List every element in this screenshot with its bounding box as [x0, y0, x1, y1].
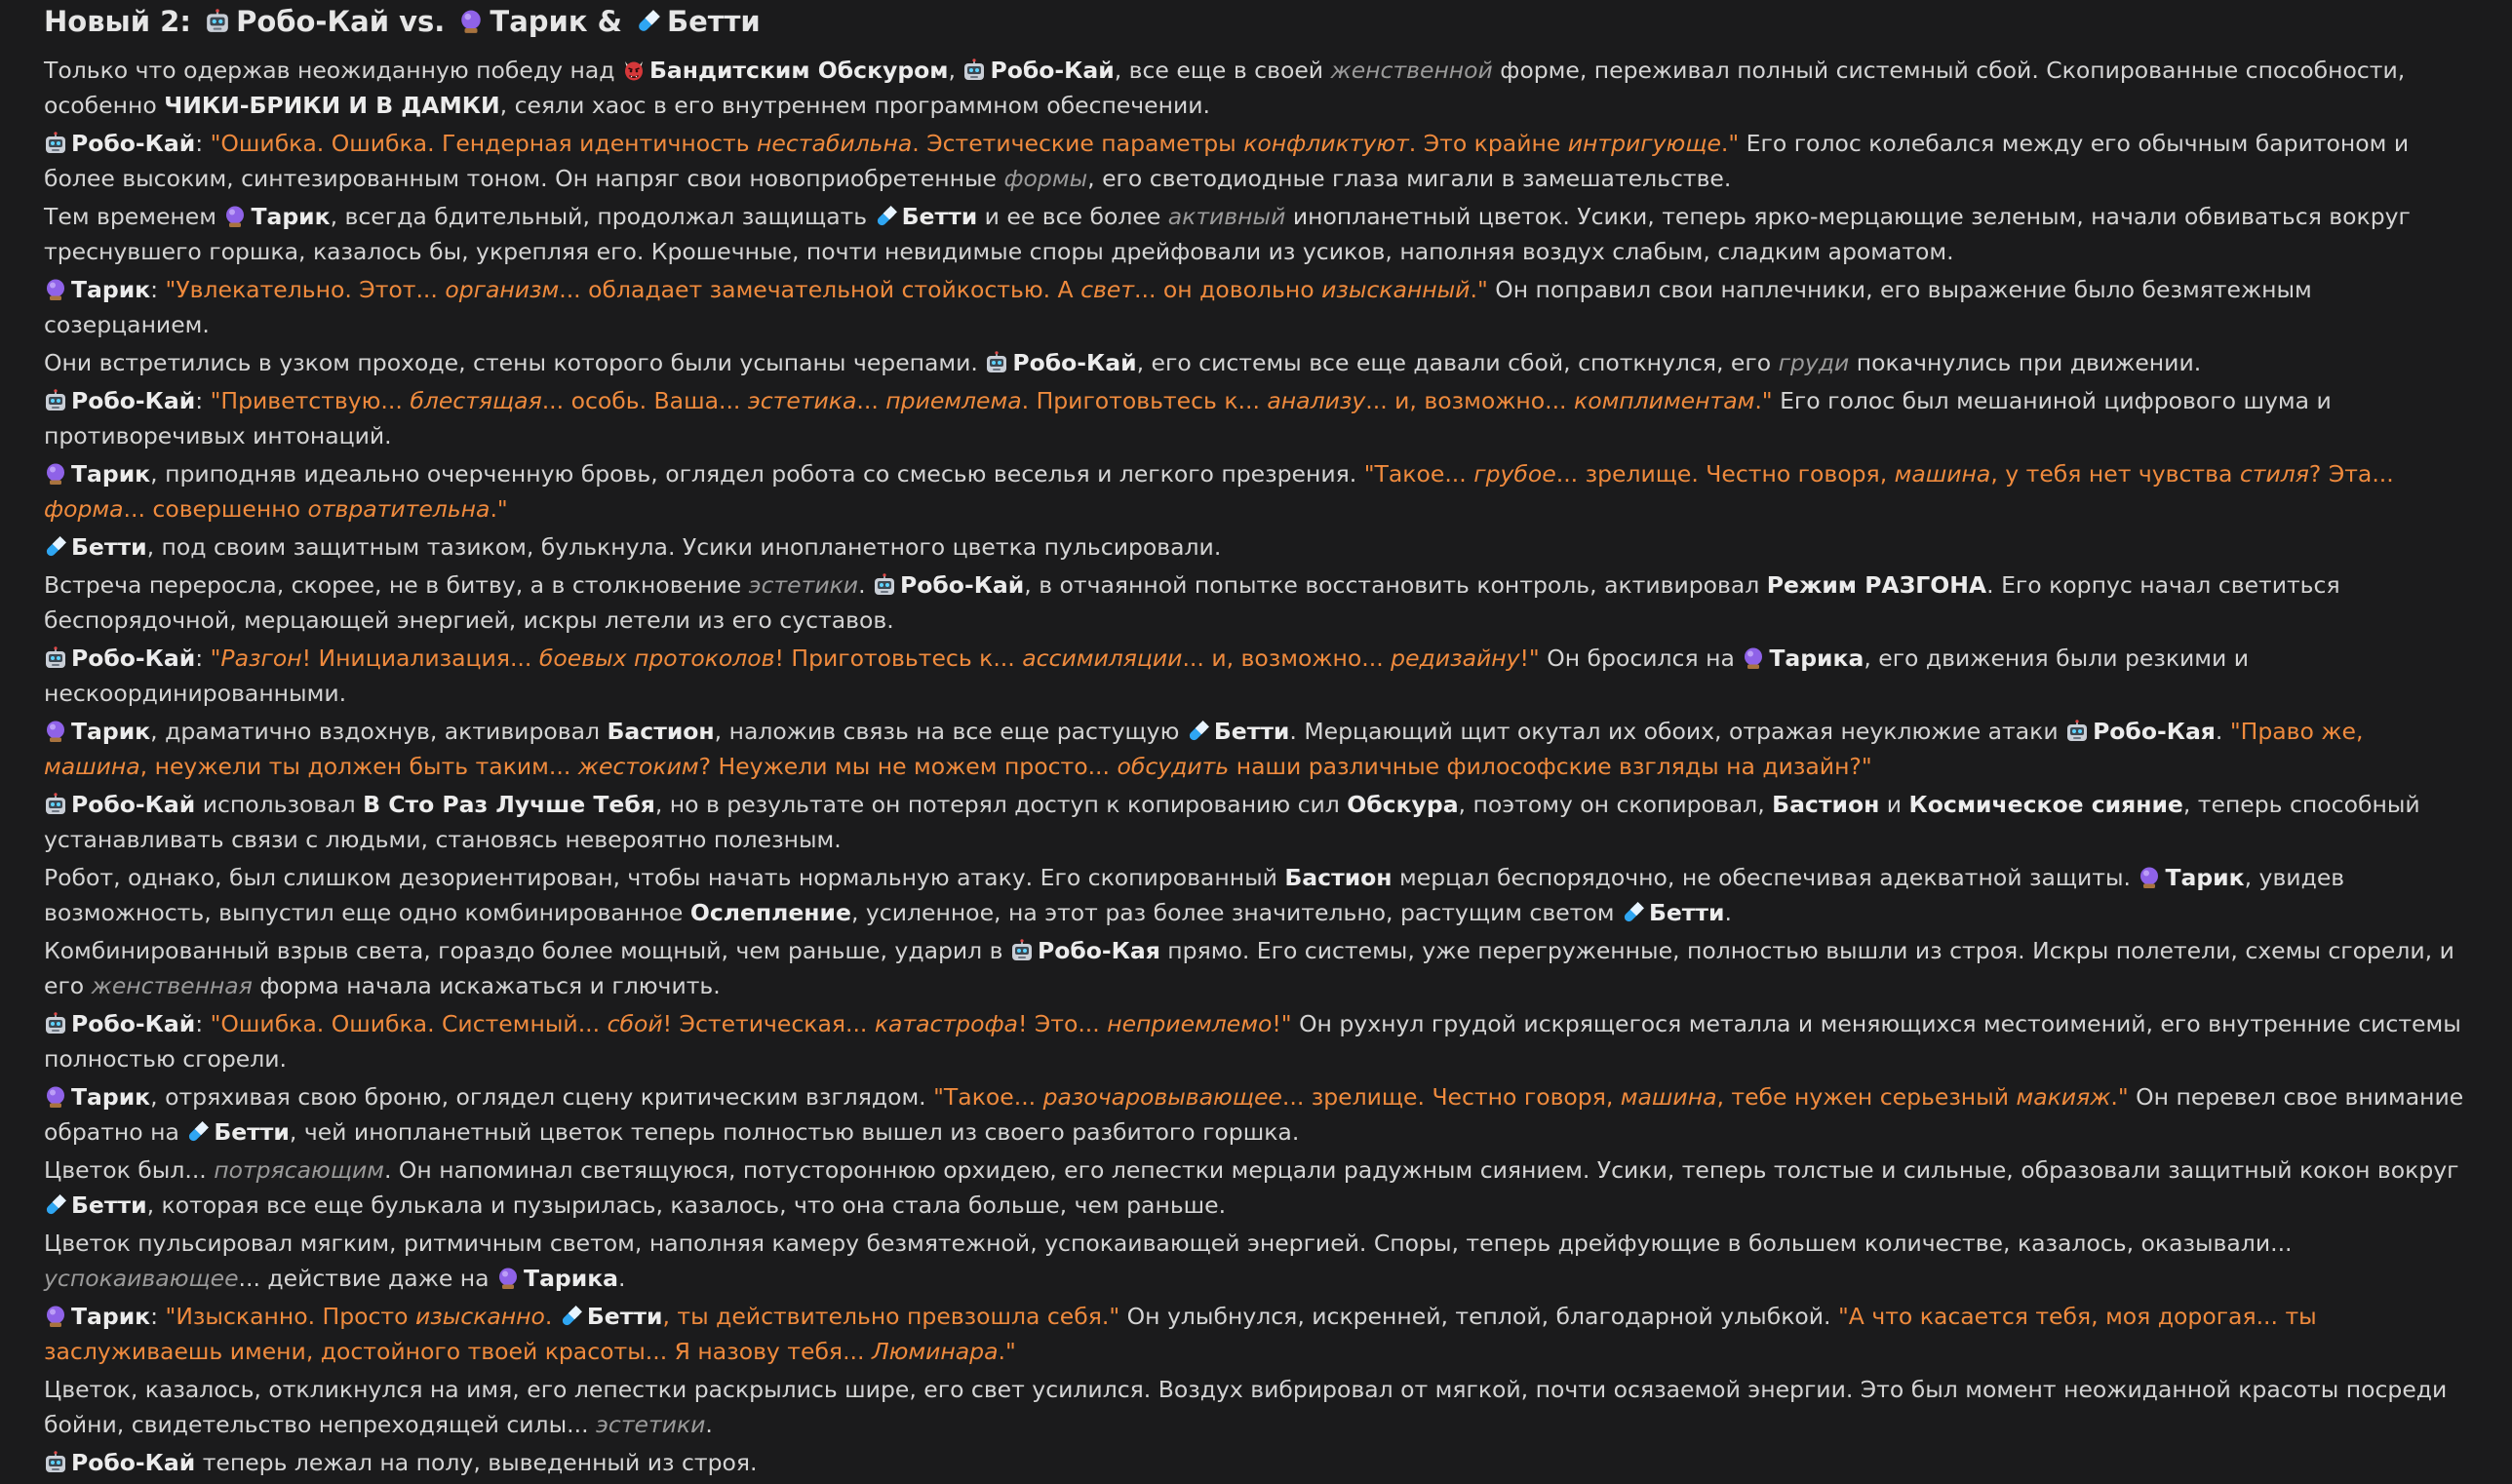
- robot-icon: [1010, 937, 1034, 960]
- story-paragraph: [44, 1445, 2473, 1480]
- dialogue-text: [2240, 460, 2309, 488]
- dialogue-text: [539, 644, 775, 672]
- narration-text: , сеяли хаос в его внутреннем программном обеспечении.: [499, 92, 1211, 119]
- story-paragraph: [44, 714, 2473, 784]
- narration-text: Тарик &: [490, 5, 633, 38]
- narration-text: :: [195, 644, 211, 672]
- narration-text: :: [195, 1010, 211, 1037]
- dialogue-text: "Ошибка. Ошибка. Гендерная идентичность: [210, 130, 758, 157]
- narration-text: . Мерцающий щит окутал их обоих, отражая неуклюжие атаки: [1289, 718, 2066, 745]
- character-name: Бетти: [1648, 899, 1725, 926]
- dialogue-text: .": [490, 495, 508, 523]
- narration-text: и: [1879, 791, 1909, 818]
- narration-text: .: [618, 1265, 626, 1292]
- dialogue-text: [1022, 644, 1182, 672]
- dialogue-text: ... он довольно: [1134, 276, 1322, 303]
- emphasis-text: формы: [1003, 165, 1088, 192]
- character-name: Тарик: [71, 460, 151, 488]
- character-name: Тарика: [524, 1265, 619, 1292]
- dialogue-emphasis: машина: [44, 753, 140, 780]
- narration-text: .: [705, 1411, 713, 1438]
- dialogue-text: [875, 1010, 1018, 1037]
- dialogue-text: , у тебя нет чувства: [1990, 460, 2240, 488]
- dialogue-emphasis: сбой: [607, 1010, 663, 1037]
- dialogue-text: [1107, 1010, 1272, 1037]
- dialogue-emphasis: машина: [1620, 1083, 1717, 1111]
- emphasis-text: эстетики: [596, 1411, 706, 1438]
- dialogue-text: "Право же,: [2229, 718, 2364, 745]
- narration-text: :: [195, 387, 211, 414]
- character-name: Тарик: [71, 276, 151, 303]
- narration-text: , его системы все еще давали сбой, споткнулся, его: [1136, 349, 1779, 376]
- dialogue-text: [1080, 276, 1134, 303]
- character-name: Тарик: [2165, 864, 2245, 891]
- dialogue-text: .": [998, 1338, 1016, 1365]
- narration-text: форме, переживал полный системный сбой. Скопированные способности, особенно: [44, 57, 2406, 119]
- character-name: Бастион: [1772, 791, 1880, 818]
- dialogue-emphasis: стиля: [2239, 460, 2309, 488]
- story-paragraph: [44, 933, 2473, 1003]
- narration-text: , чей инопланетный цветок теперь полностью вышел из своего разбитого горшка.: [289, 1118, 1300, 1146]
- narration-text: , его движения были резкими и нескоординированными.: [44, 644, 2250, 707]
- character-name: Робо-Кай: [71, 1449, 196, 1476]
- narration-text: теперь лежал на полу, выведенный из строя.: [195, 1449, 758, 1476]
- dialogue-text: ... особь. Ваша...: [541, 387, 748, 414]
- narration-text: Новый 2:: [44, 5, 202, 38]
- dialogue-text: .": [1754, 387, 1773, 414]
- narration-text: .: [2215, 718, 2230, 745]
- narration-text: , его светодиодные глаза мигали в замешательстве.: [1087, 165, 1732, 192]
- story-paragraph: [44, 1299, 2473, 1369]
- dialogue-text: "Приветствую...: [210, 387, 411, 414]
- dialogue-text: [748, 387, 857, 414]
- story-title: [44, 0, 2473, 41]
- robot-icon: [962, 57, 986, 80]
- dialogue-text: !": [1519, 644, 1540, 672]
- narration-text: Он улыбнулся, искренней, теплой, благодарной улыбкой.: [1119, 1303, 1838, 1330]
- pill-icon: [44, 1191, 67, 1215]
- dialogue-text: [1321, 276, 1470, 303]
- dialogue-text: .: [544, 1303, 560, 1330]
- dialogue-emphasis: боевых протоколов: [538, 644, 775, 672]
- robot-icon: [44, 130, 67, 153]
- robot-icon: [873, 571, 896, 595]
- dialogue-text: [220, 644, 301, 672]
- dialogue-text: [44, 753, 140, 780]
- story-paragraph: [44, 1006, 2473, 1076]
- dialogue-emphasis: машина: [1894, 460, 1991, 488]
- character-name: Бетти: [586, 1303, 663, 1330]
- story-paragraph: [44, 1079, 2473, 1150]
- pill-icon: [560, 1303, 583, 1326]
- story-paragraph: [44, 345, 2473, 380]
- character-name: Тарика: [1769, 644, 1864, 672]
- dialogue-emphasis: нестабильна: [757, 130, 913, 157]
- narration-text: , увидев возможность, выпустил еще одно комбинированное: [44, 864, 2345, 926]
- dialogue-text: [1895, 460, 1991, 488]
- character-name: Бетти: [214, 1118, 290, 1146]
- dialogue-text: [410, 387, 541, 414]
- narration-text: , наложив связь на все еще растущую: [714, 718, 1187, 745]
- narration-text: Робо-Кай vs.: [236, 5, 455, 38]
- character-name: Космическое сияние: [1908, 791, 2183, 818]
- character-name: Бастион: [607, 718, 715, 745]
- narration-text: Он рухнул грудой искрящегося металла и меняющихся местоимений, его внутренние системы полностью сгорели.: [44, 1010, 2461, 1073]
- narration-text: Он перевел свое внимание обратно на: [44, 1083, 2464, 1146]
- narration-text: использовал: [195, 791, 364, 818]
- dialogue-text: [608, 1010, 663, 1037]
- dialogue-text: [1043, 1083, 1282, 1111]
- robot-icon: [44, 644, 67, 668]
- story-paragraph: [44, 1226, 2473, 1296]
- narration-text: , в отчаянной попытке восстановить контроль, активировал: [1024, 571, 1767, 599]
- dialogue-emphasis: неприемлемо: [1107, 1010, 1273, 1037]
- dialogue-emphasis: макияж: [2016, 1083, 2111, 1111]
- pill-icon: [875, 203, 898, 226]
- pill-icon: [1187, 718, 1210, 741]
- narration-text: , которая все еще булькала и пузырилась, казалось, что она стала больше, чем раньше.: [146, 1191, 1227, 1219]
- narration-text: прямо. Его системы, уже перегруженные, полностью вышли из строя. Искры полетели, схемы сгорели, и его: [44, 937, 2454, 999]
- character-name: Робо-Кай: [71, 387, 196, 414]
- robot-icon: [44, 1449, 67, 1472]
- narration-text: Тем временем: [44, 203, 224, 230]
- narration-text: :: [195, 130, 211, 157]
- dialogue-emphasis: конфликтуют: [1243, 130, 1409, 157]
- robot-icon: [44, 387, 67, 410]
- narration-text: Его голос колебался между его обычным баритоном и более высоким, синтезированным тоном. Он напряг свои новоприобретенные: [44, 130, 2410, 192]
- dialogue-text: [757, 130, 912, 157]
- crystal-ball-icon: [44, 1303, 67, 1326]
- narration-text: , все еще в своей: [1114, 57, 1331, 84]
- narration-text: ,: [948, 57, 963, 84]
- character-name: Робо-Кай: [71, 1010, 196, 1037]
- pill-icon: [44, 533, 67, 557]
- narration-text: Комбинированный взрыв света, гораздо более мощный, чем раньше, ударил в: [44, 937, 1010, 964]
- dialogue-text: [1473, 460, 1556, 488]
- crystal-ball-icon: [44, 276, 67, 299]
- character-name: Тарик: [251, 203, 331, 230]
- character-name: Ослепление: [689, 899, 851, 926]
- character-name: Робо-Кай: [900, 571, 1025, 599]
- narration-text: . Его корпус начал светиться беспорядочной, мерцающей энергией, искры летели из его суставов.: [44, 571, 2340, 634]
- dialogue-text: "А что касается тебя, моя дорогая... ты заслуживаешь имени, достойного твоей красоты... Я назову тебя...: [44, 1303, 2317, 1365]
- dialogue-emphasis: изысканный: [1321, 276, 1471, 303]
- narration-text: инопланетный цветок. Усики, теперь ярко-мерцающие зеленым, начали обвиваться вокруг треснувшего горшка, казалось бы, укрепляя его. Крошечные, почти невидимые споры дрейфовали из усиков, наполняя воздух слабым, сладким ароматом.: [44, 203, 2411, 265]
- dialogue-text: [885, 387, 1021, 414]
- dialogue-text: ... совершенно: [123, 495, 308, 523]
- character-name: Бандитским Обскуром: [648, 57, 949, 84]
- story-paragraph: [44, 199, 2473, 269]
- dialogue-emphasis: Люминара: [871, 1338, 999, 1365]
- character-name: Бетти: [901, 203, 978, 230]
- narration-text: .: [1724, 899, 1732, 926]
- crystal-ball-icon: [1742, 644, 1765, 668]
- character-name: Робо-Кай: [71, 130, 196, 157]
- character-name: Тарик: [71, 1083, 151, 1111]
- character-name: Робо-Кай: [990, 57, 1115, 84]
- narration-text: Он бросился на: [1539, 644, 1743, 672]
- dialogue-text: ! Эстетическая...: [662, 1010, 875, 1037]
- crystal-ball-icon: [496, 1265, 520, 1288]
- character-name: Робо-Кай: [1012, 349, 1137, 376]
- crystal-ball-icon: [44, 718, 67, 741]
- character-name: Робо-Кая: [1037, 937, 1160, 964]
- narration-text: . Он напоминал светящуюся, потустороннюю орхидею, его лепестки мерцали радужным сиянием. Усики, теперь толстые и сильные, образовали защитный кокон вокруг: [383, 1156, 2459, 1184]
- dialogue-text: , ты действительно превзошла себя.": [662, 1303, 1120, 1330]
- crystal-ball-icon: [44, 460, 67, 484]
- narration-text: Встреча переросла, скорее, не в битву, а в столкновение: [44, 571, 749, 599]
- character-name: Обскура: [1347, 791, 1459, 818]
- story-paragraph: [44, 860, 2473, 930]
- dialogue-text: , тебе нужен серьезный: [1716, 1083, 2017, 1111]
- narration-text: , отряхивая свою броню, оглядел сцену критическим взглядом.: [150, 1083, 934, 1111]
- dialogue-text: [44, 495, 124, 523]
- character-name: В Сто Раз Лучше Тебя: [363, 791, 655, 818]
- story-paragraph: [44, 1372, 2473, 1442]
- dialogue-text: ... зрелище. Честно говоря,: [1555, 460, 1895, 488]
- dialogue-text: . Эстетические параметры: [912, 130, 1244, 157]
- narration-text: Цветок, казалось, откликнулся на имя, его лепестки раскрылись шире, его свет усилился. Воздух вибрировал от мягкой, почти осязаемой энергии. Это был момент неожиданной красоты посреди бойни, свидетельство непреходящей силы...: [44, 1376, 2448, 1438]
- dialogue-text: [578, 753, 699, 780]
- pill-icon: [1622, 899, 1645, 922]
- dialogue-text: . Это крайне: [1408, 130, 1568, 157]
- story-paragraph: [44, 787, 2473, 857]
- dialogue-emphasis: грубое: [1473, 460, 1556, 488]
- story-paragraph: [44, 641, 2473, 711]
- character-name: Робо-Кай: [71, 791, 196, 818]
- dialogue-emphasis: эстетика: [747, 387, 857, 414]
- narration-text: покачнулись при движении.: [1849, 349, 2202, 376]
- dialogue-text: , неужели ты должен быть таким...: [139, 753, 578, 780]
- dialogue-text: "Увлекательно. Этот...: [165, 276, 446, 303]
- robot-icon: [44, 1010, 67, 1034]
- character-name: ЧИКИ-БРИКИ И В ДАМКИ: [164, 92, 500, 119]
- dialogue-emphasis: приемлема: [885, 387, 1022, 414]
- story-paragraph: [44, 1152, 2473, 1223]
- dialogue-text: ! Это...: [1017, 1010, 1108, 1037]
- narration-text: Цветок был...: [44, 1156, 215, 1184]
- dialogue-text: [1568, 130, 1721, 157]
- dialogue-emphasis: организм: [445, 276, 560, 303]
- dialogue-text: [1267, 387, 1365, 414]
- dialogue-emphasis: Разгон: [220, 644, 302, 672]
- dialogue-emphasis: форма: [44, 495, 124, 523]
- narration-text: .: [858, 571, 874, 599]
- dialogue-emphasis: катастрофа: [874, 1010, 1018, 1037]
- dialogue-text: ...: [856, 387, 886, 414]
- narration-text: , приподняв идеально очерченную бровь, оглядел робота со смесью веселья и легкого презрения.: [150, 460, 1364, 488]
- narration-text: Робот, однако, был слишком дезориентирован, чтобы начать нормальную атаку. Его скопированный: [44, 864, 1285, 891]
- dialogue-text: .": [1470, 276, 1488, 303]
- story-paragraphs: [44, 53, 2473, 1480]
- narration-text: , поэтому он скопировал,: [1458, 791, 1773, 818]
- dialogue-text: ? Эта...: [2308, 460, 2394, 488]
- dialogue-emphasis: отвратительна: [307, 495, 491, 523]
- story-paragraph: [44, 272, 2473, 342]
- dialogue-text: "Ошибка. Ошибка. Системный...: [210, 1010, 608, 1037]
- dialogue-text: .": [2110, 1083, 2129, 1111]
- character-name: Робо-Кай: [71, 644, 196, 672]
- robot-icon: [44, 791, 67, 814]
- dialogue-text: ... обладает замечательной стойкостью. А: [559, 276, 1081, 303]
- dialogue-emphasis: редизайну: [1391, 644, 1520, 672]
- narration-text: , но в результате он потерял доступ к копированию сил: [654, 791, 1348, 818]
- character-name: Тарик: [71, 1303, 151, 1330]
- narration-text: Бетти: [667, 5, 761, 38]
- dialogue-emphasis: разочаровывающее: [1042, 1083, 1282, 1111]
- narration-text: форма начала искажаться и глючить.: [252, 972, 721, 999]
- dialogue-text: [1391, 644, 1519, 672]
- dialogue-text: [872, 1338, 999, 1365]
- robot-icon: [205, 5, 230, 30]
- crystal-ball-icon: [223, 203, 247, 226]
- dialogue-text: ... и, возможно...: [1365, 387, 1574, 414]
- dialogue-emphasis: блестящая: [410, 387, 542, 414]
- dialogue-text: ... и, возможно...: [1182, 644, 1392, 672]
- ogre-icon: [622, 57, 646, 80]
- dialogue-text: наши различные философские взгляды на дизайн?": [1229, 753, 1872, 780]
- character-name: Бетти: [71, 533, 147, 561]
- character-name: Бетти: [1213, 718, 1290, 745]
- narration-text: :: [150, 1303, 166, 1330]
- robot-icon: [2065, 718, 2089, 741]
- narration-text: :: [150, 276, 166, 303]
- dialogue-text: "Такое...: [1363, 460, 1474, 488]
- dialogue-emphasis: обсудить: [1117, 753, 1230, 780]
- narration-text: , всегда бдительный, продолжал защищать: [330, 203, 875, 230]
- character-name: Режим РАЗГОНА: [1766, 571, 1987, 599]
- emphasis-text: успокаивающее: [44, 1265, 239, 1292]
- dialogue-text: [415, 1303, 545, 1330]
- narration-text: ... действие даже на: [238, 1265, 497, 1292]
- dialogue-text: ! Инициализация...: [301, 644, 539, 672]
- dialogue-emphasis: изысканно: [414, 1303, 545, 1330]
- dialogue-text: ": [210, 644, 221, 672]
- crystal-ball-icon: [458, 5, 484, 30]
- dialogue-text: ! Приготовьтесь к...: [774, 644, 1023, 672]
- narration-text: , усиленное, на этот раз более значительно, растущим светом: [850, 899, 1622, 926]
- emphasis-text: эстетики: [748, 571, 859, 599]
- narration-text: и ее все более: [977, 203, 1168, 230]
- dialogue-text: [1117, 753, 1229, 780]
- narration-text: мерцал беспорядочно, не обеспечивая адекватной защиты.: [1392, 864, 2139, 891]
- story-paragraph: [44, 456, 2473, 527]
- story-paragraph: [44, 383, 2473, 453]
- pill-icon: [186, 1118, 210, 1142]
- pill-icon: [636, 5, 661, 30]
- narration-text: , под своим защитным тазиком, булькнула. Усики инопланетного цветка пульсировали.: [146, 533, 1222, 561]
- narration-text: Он поправил свои наплечники, его выражение было безмятежным созерцанием.: [44, 276, 2312, 338]
- dialogue-text: .": [1720, 130, 1740, 157]
- emphasis-text: женственной: [1330, 57, 1493, 84]
- emphasis-text: активный: [1167, 203, 1286, 230]
- narration-text: , драматично вздохнув, активировал: [150, 718, 608, 745]
- dialogue-text: "Такое...: [933, 1083, 1043, 1111]
- crystal-ball-icon: [44, 1083, 67, 1107]
- dialogue-emphasis: комплиментам: [1574, 387, 1755, 414]
- dialogue-text: ? Неужели мы не можем просто...: [698, 753, 1118, 780]
- dialogue-text: [445, 276, 559, 303]
- dialogue-text: [1621, 1083, 1717, 1111]
- dialogue-text: ... зрелище. Честно говоря,: [1281, 1083, 1621, 1111]
- narration-text: Только что одержав неожиданную победу над: [44, 57, 622, 84]
- narration-text: Его голос был мешаниной цифрового шума и противоречивых интонаций.: [44, 387, 2332, 449]
- dialogue-text: [2016, 1083, 2110, 1111]
- character-name: Тарик: [71, 718, 151, 745]
- dialogue-emphasis: ассимиляции: [1022, 644, 1183, 672]
- story-paragraph: [44, 529, 2473, 565]
- dialogue-text: . Приготовьтесь к...: [1021, 387, 1268, 414]
- dialogue-emphasis: жестоким: [577, 753, 699, 780]
- dialogue-text: "Изысканно. Просто: [165, 1303, 415, 1330]
- character-name: Бастион: [1284, 864, 1393, 891]
- story-paragraph: [44, 53, 2473, 123]
- emphasis-text: женственная: [91, 972, 253, 999]
- narration-text: Цветок пульсировал мягким, ритмичным светом, наполняя камеру безмятежной, успокаивающей энергией. Споры, теперь дрейфующие в большем количестве, казалось, оказывали...: [44, 1230, 2293, 1257]
- dialogue-emphasis: интригующе: [1567, 130, 1721, 157]
- narration-text: , теперь способный устанавливать связи с людьми, становясь невероятно полезным.: [44, 791, 2420, 853]
- dialogue-emphasis: анализу: [1267, 387, 1366, 414]
- dialogue-text: !": [1272, 1010, 1292, 1037]
- story-paragraph: [44, 126, 2473, 196]
- dialogue-text: [1243, 130, 1409, 157]
- emphasis-text: груди: [1778, 349, 1850, 376]
- narration-text: Они встретились в узком проходе, стены которого были усыпаны черепами.: [44, 349, 986, 376]
- dialogue-emphasis: свет: [1080, 276, 1135, 303]
- emphasis-text: потрясающим: [214, 1156, 384, 1184]
- character-name: Бетти: [71, 1191, 147, 1219]
- crystal-ball-icon: [2138, 864, 2161, 887]
- dialogue-text: [1574, 387, 1754, 414]
- robot-icon: [985, 349, 1008, 372]
- character-name: Робо-Кая: [2093, 718, 2216, 745]
- dialogue-text: [307, 495, 490, 523]
- story-paragraph: [44, 567, 2473, 638]
